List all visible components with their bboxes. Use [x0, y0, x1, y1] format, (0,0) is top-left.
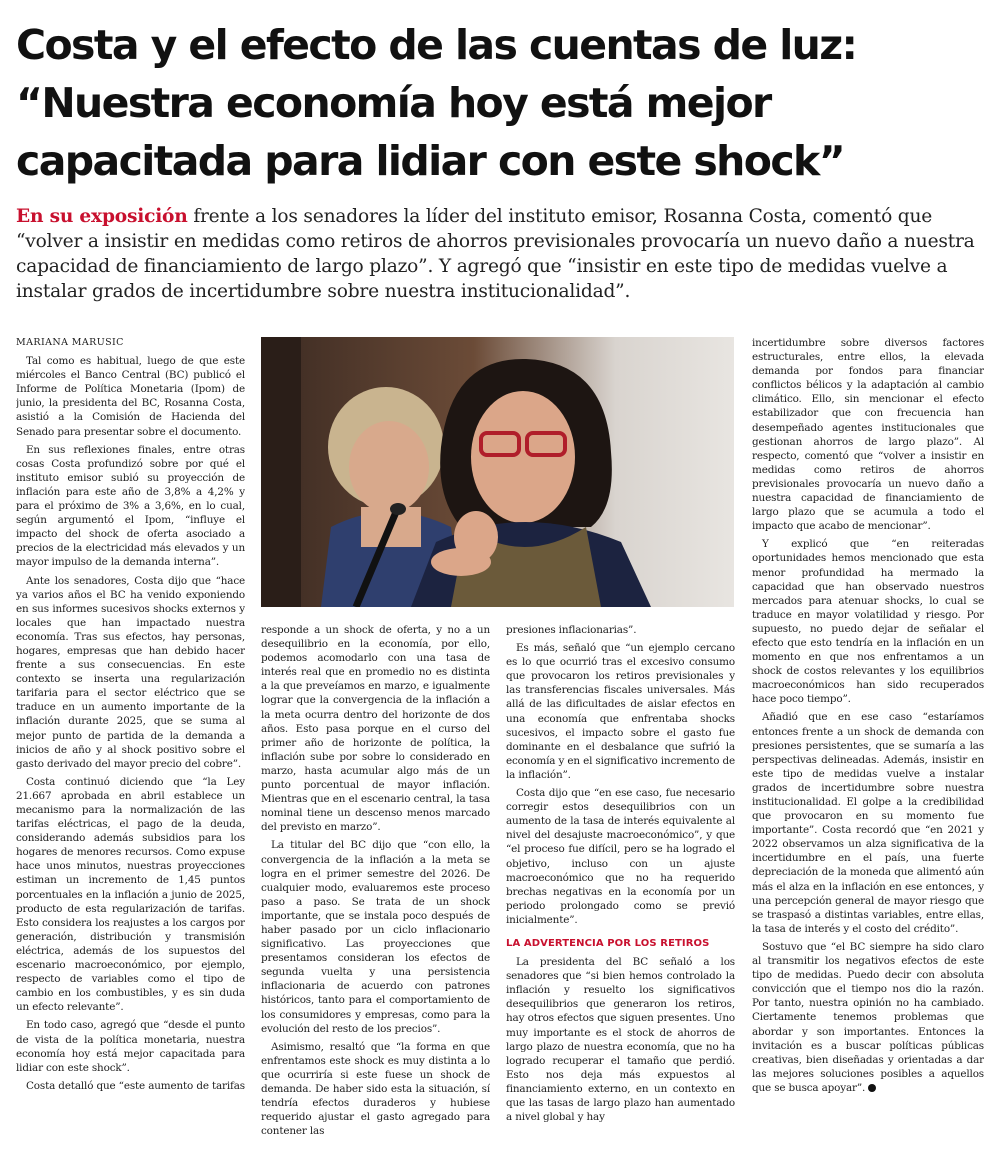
- paragraph: Costa detalló que “este aumento de tarifas: [26, 1079, 245, 1092]
- end-of-article-icon: [868, 1084, 876, 1092]
- paragraph: Añadió que en ese caso “estaríamos entonces frente a un shock de demanda con presiones persistentes, que se sumaría a las perspectivas delineadas. Además, insistir en este tipo de medidas vuelve a instalar grados de incertidumbre sobre nuestra institucionalidad. El golpe a la credibilidad que provocaron en su momento fue importante”. Costa recordó que “en 2021 y 2022 observamos un alza significativa de la incertidumbre en el país, una fuerte depreciación de la moneda que alimentó aún más el alza en la inflación en ese entonces, y una percepción general de mayor riesgo que se traspasó a distintas variables, entre ellas, la tasa de interés y el costo del crédito”.: [752, 711, 984, 935]
- headline-line-1: Costa y el efecto de las cuentas de luz:: [16, 21, 857, 69]
- paragraph: La titular del BC dijo que “con ello, la convergencia de la inflación a la meta se logra en el primer semestre del 2026. De cualquier modo, evaluaremos este proceso paso a paso. Se trata de un shock importante, que se instala poco después de haber pasado por un ciclo inflacionario significativo. Las proyecciones que presentamos consideran los efectos de segunda vuelta y una persistencia inflacionaria de acuerdo con patrones históricos, tanto para el comportamiento de los consumidores y empresas, como para la evolución del resto de los precios”.: [261, 839, 490, 1035]
- paragraph: presiones inflacionarias”.: [506, 624, 637, 636]
- lead-paragraph: [16, 204, 984, 304]
- article-column-1: [16, 336, 245, 1156]
- paragraph: Tal como es habitual, luego de que este miércoles el Banco Central (BC) publicó el Informe de Política Monetaria (Ipom) de junio, la presidenta del BC, Rosanna Costa, asistió a la Comisión de Hacienda del Senado para presentar sobre el documento.: [16, 355, 245, 438]
- section-subhead: LA ADVERTENCIA POR LOS RETIROS: [506, 937, 710, 949]
- paragraph: En sus reflexiones finales, entre otras cosas Costa profundizó sobre por qué el instituto emisor subió su proyección de inflación para este año de 3,8% a 4,2% y para el próximo de 3% a 3,6%, en lo cual, según argumentó el Ipom, “influye el impacto del shock de oferta asociado a precios de la electricidad más elevados y un mayor impulso de la demanda interna”.: [16, 443, 245, 569]
- article-column-3: [506, 623, 735, 1156]
- paragraph-text: Sostuvo que “el BC siempre ha sido claro al transmitir los negativos efectos de este tipo de medidas. Puedo decir con absoluta convicción que el tiempo nos dio la razón. Por tanto, nuestra opinión no ha cambiado. Ciertamente tenemos problemas que abordar y son importantes. Entonces la invitación es a buscar políticas públicas creativas, bien diseñadas y orientadas a dar las mejores soluciones posibles a aquellos que se busca apoyar”.: [752, 940, 984, 1094]
- paragraph: Costa continuó diciendo que “la Ley 21.667 aprobada en abril establece un mecanismo para la normalización de las tarifas eléctricas, el pago de la deuda, considerando además subsidios para los hogares de menores recursos. Como expuse hace unos minutos, nuestras proyecciones estiman un incremento de 1,45 puntos porcentuales en la inflación a junio de 2025, producto de esta regularización de tarifas. Esto considera los reajustes a los cargos por generación, distribución y transmisión eléctrica, además de los supuestos del escenario macroeconómico, por ejemplo, respecto de variables como el tipo de cambio en los combustibles, y es sin duda un efecto relevante”.: [16, 775, 245, 1014]
- paragraph: En todo caso, agregó que “desde el punto de vista de la política monetaria, nuestra economía hoy está mejor capacitada para lidiar con este shock”.: [16, 1019, 245, 1074]
- byline: MARIANA MARUSIC: [16, 337, 124, 348]
- paragraph: incertidumbre sobre diversos factores estructurales, entre ellos, la elevada demanda por fondos para financiar conflictos bélicos y la adaptación al cambio climático. Ello, sin mencionar el efecto estabilizador que con frecuencia han desempeñado agentes institucionales que gestionan ahorros de largo plazo”. Al respecto, comentó que “volver a insistir en medidas como retiros de ahorros previsionales provocaría un nuevo daño a nuestra capacidad de financiamiento de largo plazo que se acumula a todo el impacto que acabo de mencionar”.: [752, 337, 984, 533]
- article-column-2: [261, 623, 490, 1156]
- headline-line-3: capacitada para lidiar con este shock”: [16, 137, 845, 185]
- paragraph: Es más, señaló que “un ejemplo cercano es lo que ocurrió tras el excesivo consumo que provocaron los retiros previsionales y las transferencias fiscales universales. Más allá de las dificultades de aislar efectos en una economía que enfrentaba shocks sucesivos, el impacto sobre el gasto fue dominante en el desbalance que sufrió la economía y en el significativo incremento de la inflación”.: [506, 642, 735, 781]
- paragraph: Ante los senadores, Costa dijo que “hace ya varios años el BC ha venido exponiendo en sus informes sucesivos shocks externos y locales que han impactado nuestra economía. Tras sus efectos, hay personas, hogares, empresas que han debido hacer frente a sus consecuencias. En este contexto se inserta una regularización tarifaria para el sector eléctrico que se traduce en un aumento importante de la inflación durante 2025, que se suma al mejor punto de partida de la demanda a inicios de año y al shock positivo sobre el gasto derivado del mayor precio del cobre”.: [16, 574, 245, 770]
- paragraph: Asimismo, resaltó que “la forma en que enfrentamos este shock es muy distinta a lo que ocurriría si este fuese un shock de demanda. De haber sido esta la situación, sí tendría efectos duraderos y hubiese requerido ajustar el gasto agregado para contener las: [261, 1040, 490, 1138]
- paragraph: La presidenta del BC señaló a los senadores que “si bien hemos controlado la inflación y resuelto los significativos desequilibrios que generaron los retiros, hay otros efectos que siguen presentes. Uno muy importante es el stock de ahorros de largo plazo de nuestra economía, que no ha logrado recuperar el tamaño que perdió. Esto nos deja más expuestos al financiamiento externo, en un contexto en que las tasas de largo plazo han aumentado a nivel global y hay: [506, 956, 735, 1124]
- headline-line-2: “Nuestra economía hoy está mejor: [16, 79, 771, 127]
- headline: [16, 16, 984, 190]
- lead-label: En su exposición: [16, 206, 188, 227]
- paragraph: [752, 940, 984, 1095]
- paragraph: Costa dijo que “en ese caso, fue necesario corregir estos desequilibrios con un aumento de la tasa de interés equivalente al nivel del desajuste macroeconómico”, y que “el proceso fue difícil, pero se ha logrado el objetivo, incluso con un ajuste macroeconómico que no ha requerido brechas negativas en la economía por un periodo prolongado como se previó inicialmente”.: [506, 787, 735, 926]
- lead-text: frente a los senadores la líder del instituto emisor, Rosanna Costa, comentó que “volver a insistir en medidas como retiros de ahorros previsionales provocaría un nuevo daño a nuestra capacidad de financiamiento de largo plazo”. Y agregó que “insistir en este tipo de medidas vuelve a instalar grados de incertidumbre sobre nuestra institucionalidad”.: [16, 206, 975, 302]
- paragraph: Y explicó que “en reiteradas oportunidades hemos mencionado que esta menor profundidad ha mermado la capacidad que han observado nuestros mercados para atenuar shocks, lo cual se traduce en mayor volatilidad y riesgo. Por supuesto, no puedo dejar de señalar el efecto que esto tendría en la inflación en un momento en que nos enfrentamos a un shock de costos relevantes y los equilibrios macroeconómicos han sido recuperados hace poco tiempo”.: [752, 538, 984, 706]
- article-photo: [261, 337, 734, 607]
- paragraph: responde a un shock de oferta, y no a un desequilibrio en la economía, por ello, podemos acomodarlo con una tasa de interés real que en promedio no es distinta a la que preveíamos en marzo, e igualmente lograr que la convergencia de la inflación a la meta ocurra dentro del horizonte de dos años. Esto pasa porque en el curso del primer año de horizonte de política, la inflación sube por sobre lo considerado en marzo, hasta acumular algo más de un punto porcentual de mayor inflación. Mientras que en el escenario central, la tasa nominal tiene un descenso menos marcado del previsto en marzo”.: [261, 624, 490, 834]
- article-column-4: [752, 336, 984, 1156]
- photo-illustration: [261, 337, 734, 607]
